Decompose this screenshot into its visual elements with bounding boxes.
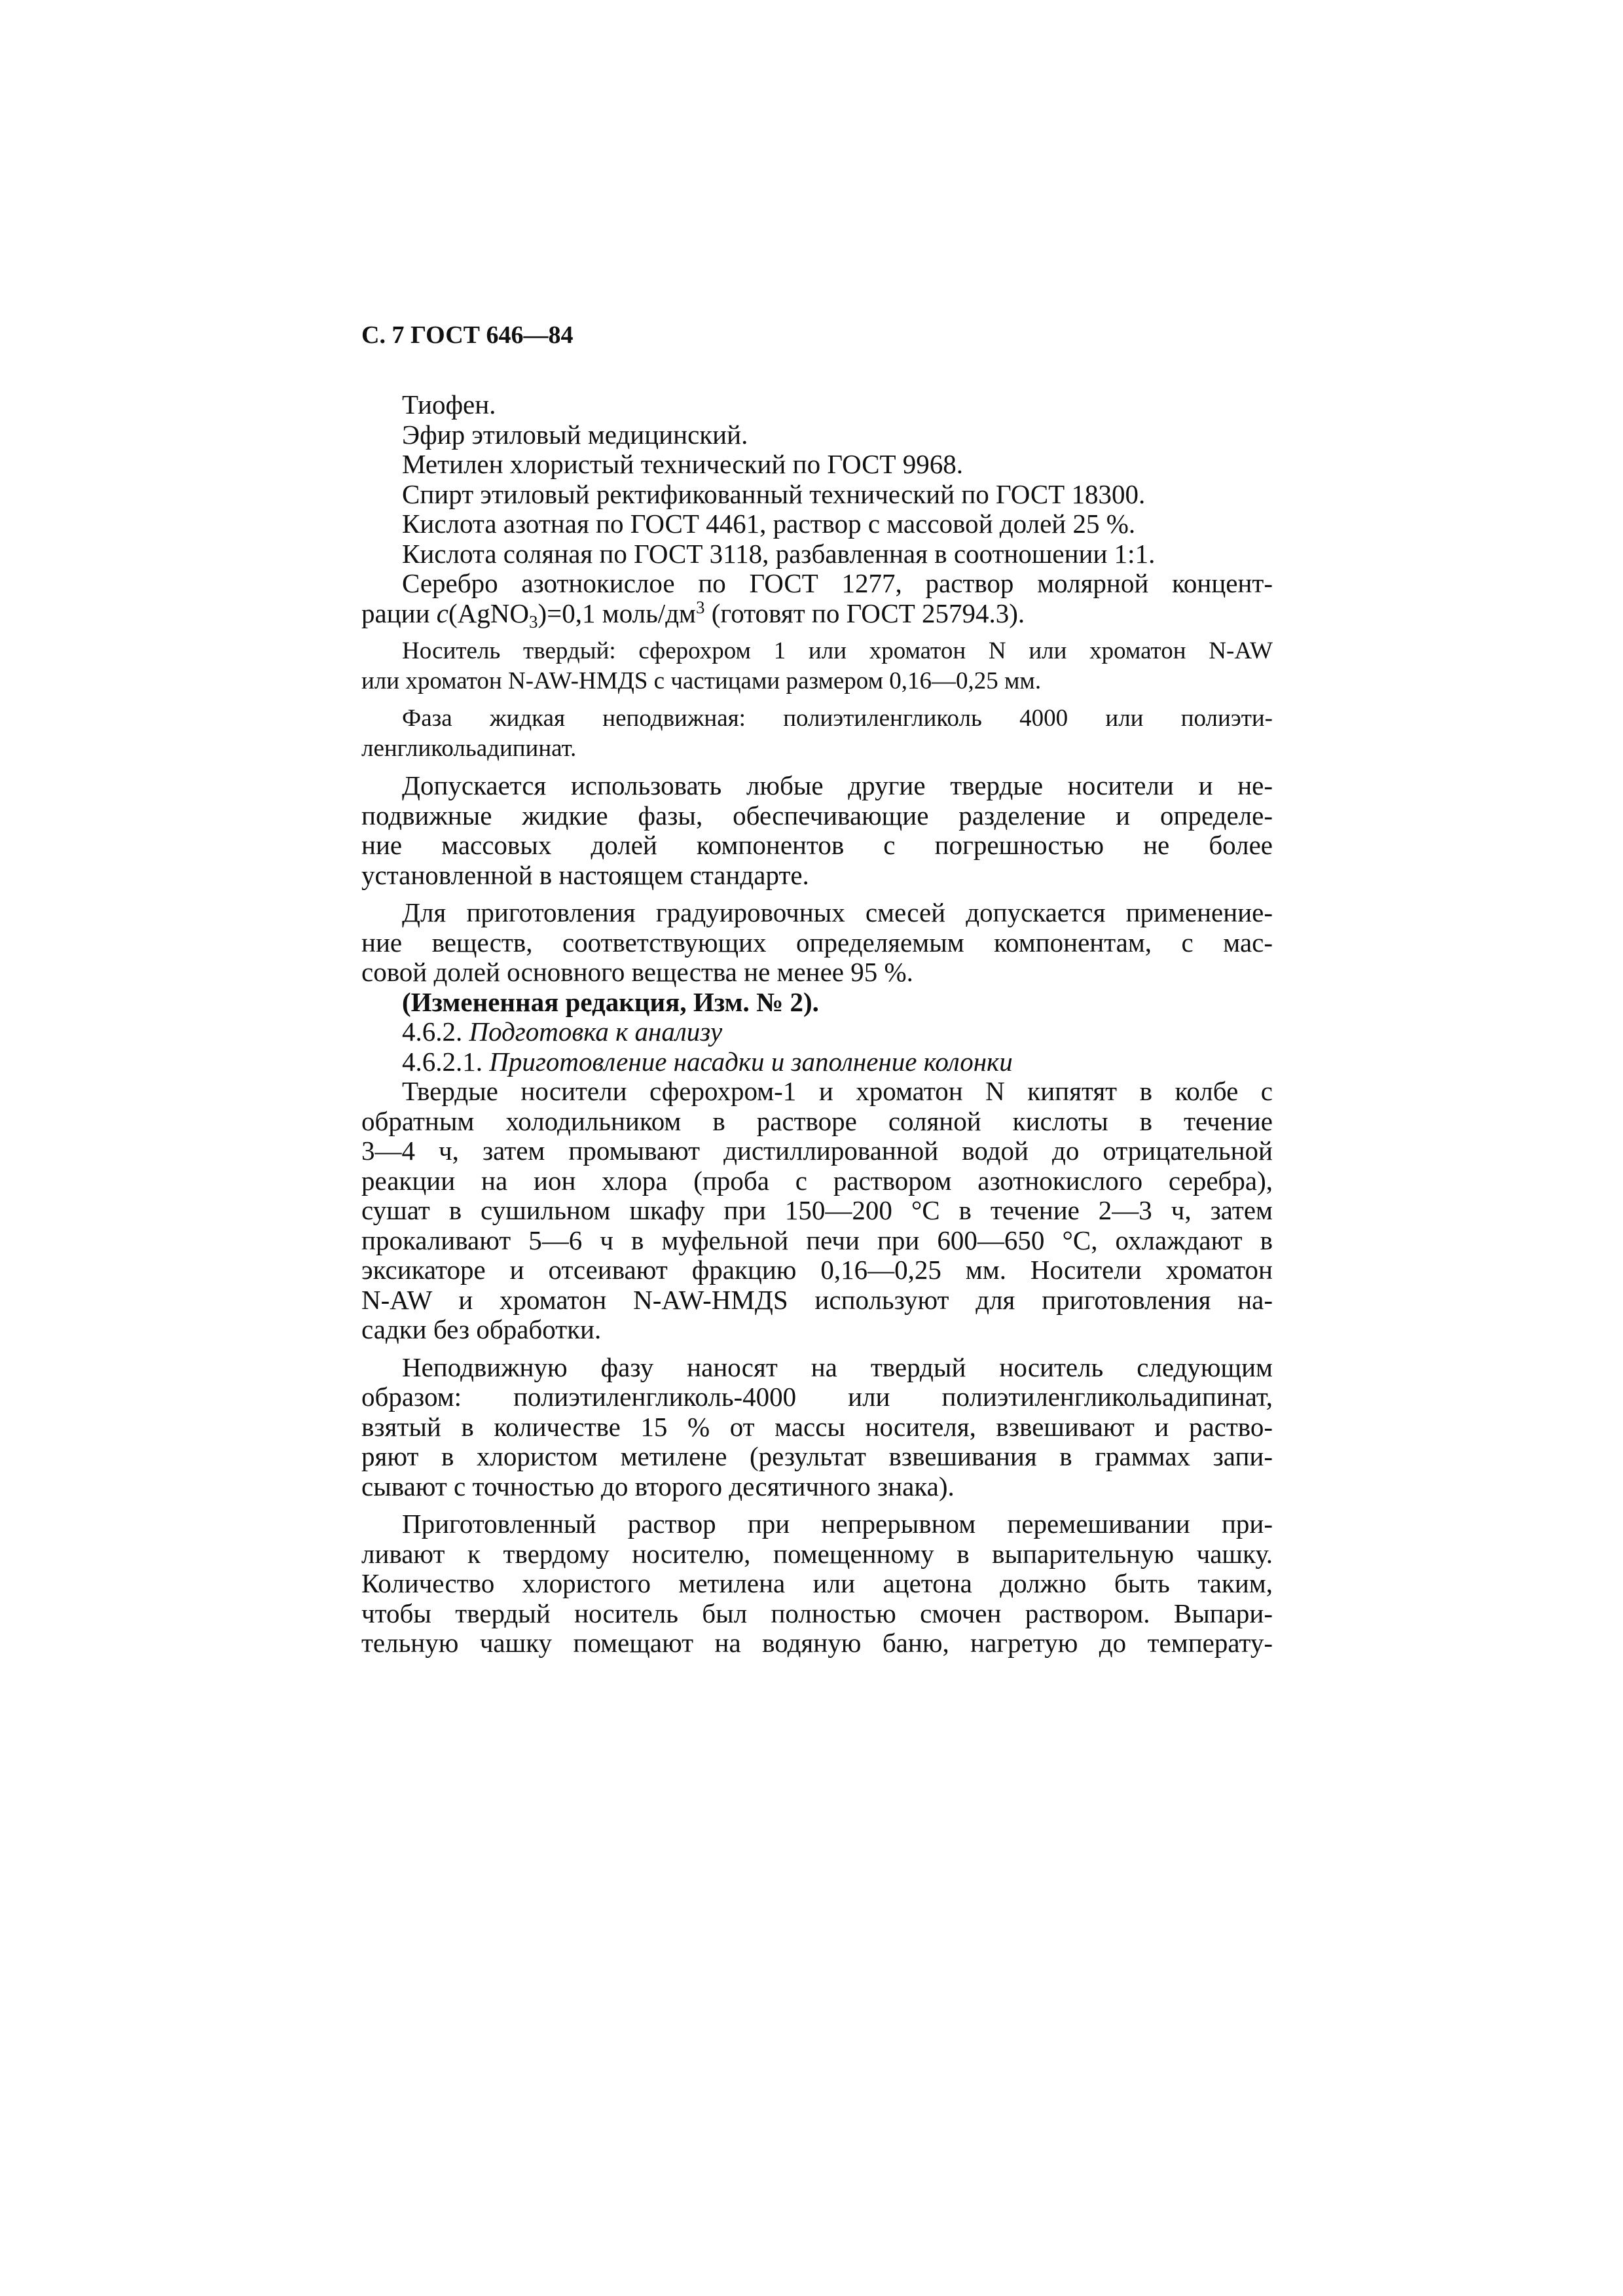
paragraph-line: взятый в количестве 15 % от массы носителя, взвешивают и раство- [361, 1411, 1273, 1442]
reagent-line: Метилен хлористый технический по ГОСТ 9968. [402, 449, 963, 479]
formula-text: )=0,1 моль/дм [538, 598, 697, 628]
paragraph-line: 3—4 ч, затем промывают дистиллированной водой до отрицательной [361, 1136, 1273, 1166]
running-head: С. 7 ГОСТ 646—84 [361, 321, 574, 349]
treatment-paragraph [361, 1077, 1273, 1345]
paragraph-line: прокаливают 5—6 ч в муфельной печи при 600—650 °С, охлаждают в [361, 1225, 1273, 1255]
paragraph-line: Серебро азотнокислое по ГОСТ 1277, раствор молярной концент- [402, 568, 1273, 598]
reagent-line: Спирт этиловый ректификованный технический по ГОСТ 18300. [402, 478, 1146, 509]
paragraph-line: N-AW и хроматон N-AW-HMДS используют для приготовления на- [361, 1284, 1273, 1315]
reagent-list [361, 390, 1273, 569]
paragraph-line: Количество хлористого метилена или ацетона должно быть таким, [361, 1568, 1273, 1598]
paragraph-line: образом: полиэтиленгликоль-4000 или полиэтиленгликольадипинат, [361, 1382, 1273, 1412]
reagent-line: Тиофен. [402, 389, 496, 420]
paragraph-line: чтобы твердый носитель был полностью смочен раствором. Выпари- [361, 1598, 1273, 1628]
paragraph-line: ние массовых долей компонентов с погрешностью не более [361, 830, 1273, 860]
calibration-paragraph [361, 898, 1273, 988]
paragraph-line: совой долей основного вещества не менее 95 %. [361, 957, 913, 987]
document-page [361, 319, 1273, 1659]
solution-paragraph [361, 1509, 1273, 1659]
silver-nitrate-paragraph [361, 568, 1273, 632]
section-heading-4-6-2 [361, 1017, 1273, 1047]
paragraph-line: тельную чашку помещают на водяную баню, нагретую до температу- [361, 1628, 1273, 1658]
section-title: Подготовка к анализу [469, 1016, 723, 1047]
paragraph-line: ние веществ, соответствующих определяемым компонентам, с мас- [361, 927, 1273, 958]
paragraph-line: Неподвижную фазу наносят на твердый носитель следующим [402, 1352, 1273, 1382]
paragraph-line: ливают к твердому носителю, помещенному в выпарительную чашку. [361, 1538, 1273, 1569]
paragraph-line: Допускается использовать любые другие твердые носители и не- [402, 770, 1273, 800]
carrier-paragraph [361, 636, 1273, 696]
concentration-symbol: c [436, 598, 448, 628]
section-heading-4-6-2-1 [361, 1047, 1273, 1077]
reagent-line: Кислота азотная по ГОСТ 4461, раствор с массовой долей 25 %. [402, 509, 1136, 539]
paragraph-line: садки без обработки. [361, 1314, 602, 1344]
liquid-phase-paragraph [361, 704, 1273, 763]
section-number: 4.6.2.1. [402, 1046, 490, 1077]
section-number: 4.6.2. [402, 1016, 469, 1047]
paragraph-line: ряют в хлористом метилене (результат взвешивания в граммах запи- [361, 1441, 1273, 1471]
subscript: 3 [528, 611, 538, 632]
paragraph-line: установленной в настоящем стандарте. [361, 859, 809, 890]
reagent-line: Эфир этиловый медицинский. [402, 419, 748, 450]
amendment-note: (Измененная редакция, Изм. № 2). [402, 986, 819, 1017]
paragraph-line: Для приготовления градуировочных смесей допускается применение- [402, 897, 1273, 927]
formula-text: (AgNO [448, 598, 529, 628]
stationary-phase-paragraph [361, 1353, 1273, 1502]
paragraph-line: эксикаторе и отсеивают фракцию 0,16—0,25 мм. Носители хроматон [361, 1255, 1273, 1285]
paragraph-line: ленгликольадипинат. [361, 734, 577, 762]
paragraph-line: или хроматон N-AW-HMДS с частицами размером 0,16—0,25 мм. [361, 667, 1042, 694]
paragraph-line: подвижные жидкие фазы, обеспечивающие разделение и определе- [361, 800, 1273, 831]
paragraph-line: Твердые носители сферохром-1 и хроматон N кипятят в колбе с [402, 1076, 1273, 1106]
reagent-line: Кислота соляная по ГОСТ 3118, разбавленная в соотношении 1:1. [402, 538, 1156, 569]
allowance-paragraph [361, 771, 1273, 890]
section-title: Приготовление насадки и заполнение колонки [489, 1046, 1013, 1077]
paragraph-line: реакции на ион хлора (проба с раствором азотнокислого серебра), [361, 1165, 1273, 1196]
paragraph-line: сушат в сушильном шкафу при 150—200 °С в течение 2—3 ч, затем [361, 1195, 1273, 1225]
paragraph-line: обратным холодильником в растворе соляной кислоты в течение [361, 1105, 1273, 1136]
paragraph-line [361, 597, 1273, 632]
paragraph-line: сывают с точностью до второго десятичного знака). [361, 1471, 955, 1501]
paragraph-line: Фаза жидкая неподвижная: полиэтиленгликоль 4000 или полиэти- [402, 705, 1273, 732]
paragraph-line: Носитель твердый: сферохром 1 или хроматон N или хроматон N-AW [402, 637, 1273, 664]
paragraph-line: Приготовленный раствор при непрерывном перемешивании при- [402, 1509, 1273, 1539]
superscript: 3 [696, 597, 705, 617]
text-span: (готовят по ГОСТ 25794.3). [704, 598, 1025, 628]
text-span: рации [361, 598, 437, 628]
